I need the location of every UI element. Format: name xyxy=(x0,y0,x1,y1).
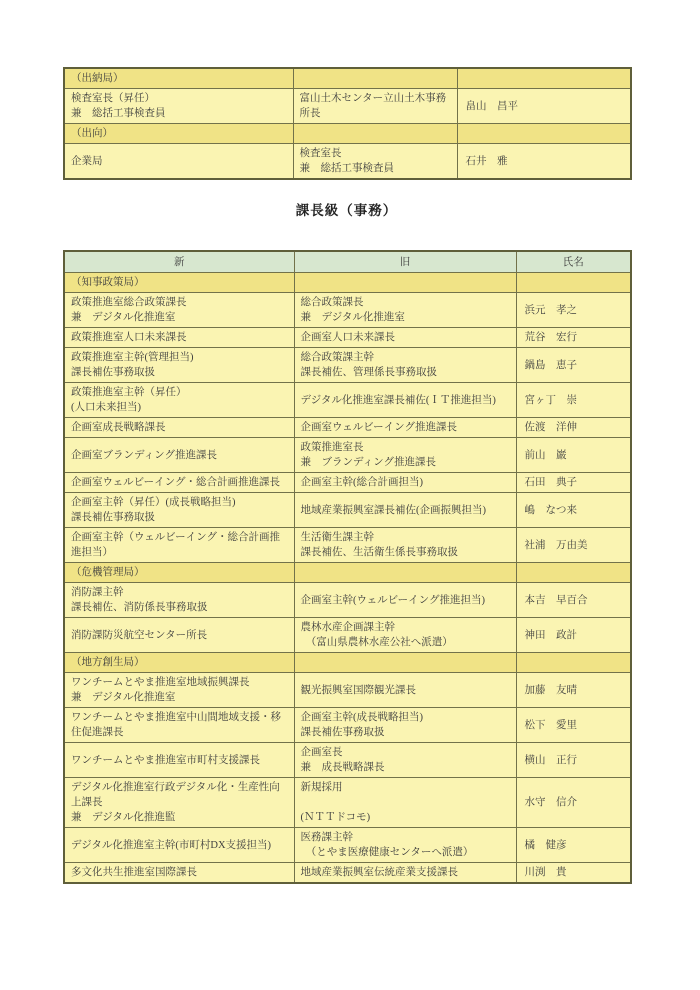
cell-line: 消防課防災航空センター所長 xyxy=(71,629,208,641)
cell-line: 兼 デジタル化推進室 xyxy=(71,692,176,703)
table-row xyxy=(64,348,631,383)
page-title: 課長級（事務） xyxy=(295,203,398,218)
cell-line: 兼 ブランディング推進課長 xyxy=(300,457,436,468)
cell-line: 兼 デジタル化推進監 xyxy=(71,812,176,823)
section-empty-cell xyxy=(516,563,631,583)
cell-person-name: 社浦 万由美 xyxy=(516,528,631,563)
cell-line: 農林水産企画課主幹 xyxy=(300,622,395,633)
table-row xyxy=(64,89,631,124)
table-row xyxy=(64,293,631,328)
cell-person-name: 石田 典子 xyxy=(516,473,631,493)
table-row xyxy=(64,828,631,863)
column-header-name: 氏名 xyxy=(516,251,631,273)
cell-line: 多文化共生推進室国際課長 xyxy=(71,867,197,878)
cell-new-post xyxy=(64,708,294,743)
cell-line: 課長補佐、消防係長事務取扱 xyxy=(71,602,208,613)
cell-line: 地域産業振興室伝統産業支援課長 xyxy=(300,867,458,878)
cell-new-post xyxy=(64,743,294,778)
top-table-body xyxy=(64,68,631,179)
cell-person-name: 神田 政計 xyxy=(516,618,631,653)
cell-person-name: 本吉 早百合 xyxy=(516,583,631,618)
section-empty-cell xyxy=(294,273,516,293)
section-empty-cell xyxy=(293,124,457,144)
cell-person-name: 嶋 なつ来 xyxy=(516,493,631,528)
cell-line: 兼 デジタル化推進室 xyxy=(300,312,405,323)
cell-new-post xyxy=(64,863,294,884)
cell-line: 政策推進室総合政策課長 xyxy=(71,297,187,308)
kacho-level-table xyxy=(63,250,632,884)
kacho-table-body xyxy=(64,273,631,884)
cell-line: ワンチームとやま推進室市町村支援課長 xyxy=(71,754,260,766)
cell-line: 政策推進室主幹(管理担当) xyxy=(71,352,194,363)
cell-line: 企画室主幹（昇任）(成長戦略担当) xyxy=(71,497,236,508)
table-row xyxy=(64,673,631,708)
cell-old-post xyxy=(294,418,516,438)
cell-person-name: 加藤 友晴 xyxy=(516,673,631,708)
cell-line: 政策推進室主幹（昇任） xyxy=(71,387,187,398)
section-row xyxy=(64,273,631,293)
cell-old-post xyxy=(294,348,516,383)
column-header-new: 新 xyxy=(64,251,294,273)
cell-line: 検査室長 xyxy=(299,148,342,159)
header-row xyxy=(64,251,631,273)
cell-person-name: 水守 信介 xyxy=(516,778,631,828)
cell-line: （とやま医療健康センターへ派遣） xyxy=(300,847,474,858)
cell-new-post xyxy=(64,328,294,348)
cell-person-name: 石井 雅 xyxy=(457,144,631,180)
cell-person-name: 荒谷 宏行 xyxy=(516,328,631,348)
cell-line: 課長補佐、生活衛生係長事務取扱 xyxy=(300,547,458,558)
cell-line: 兼 デジタル化推進室 xyxy=(71,312,176,323)
cell-old-post xyxy=(294,863,516,884)
cell-person-name: 横山 正行 xyxy=(516,743,631,778)
column-header-old: 旧 xyxy=(294,251,516,273)
cell-new-post xyxy=(64,583,294,618)
cell-person-name: 松下 愛里 xyxy=(516,708,631,743)
cell-new-post xyxy=(64,493,294,528)
cell-old-post xyxy=(294,708,516,743)
cell-line: 課長補佐事務取扱 xyxy=(300,727,385,738)
cell-old-post xyxy=(294,828,516,863)
cell-line: 検査室長（昇任） xyxy=(71,93,155,104)
cell-line: 生活衛生課主幹 xyxy=(300,532,374,543)
cell-person-name: 川渕 貴 xyxy=(516,863,631,884)
cell-new-post xyxy=(64,438,294,473)
cell-line: 企画室長 xyxy=(300,747,343,758)
cell-line: 企画室成長戦略課長 xyxy=(71,422,166,433)
table-row xyxy=(64,328,631,348)
cell-old-post xyxy=(294,383,516,418)
cell-old-post xyxy=(294,583,516,618)
section-label-cell: （危機管理局） xyxy=(64,563,294,583)
cell-person-name: 畠山 昌平 xyxy=(457,89,631,124)
table-row xyxy=(64,144,631,180)
section-label-cell: （地方創生局） xyxy=(64,653,294,673)
cell-person-name: 浜元 孝之 xyxy=(516,293,631,328)
table-row xyxy=(64,383,631,418)
cell-new-post xyxy=(64,348,294,383)
cell-line: 企画室人口未来課長 xyxy=(300,332,395,343)
cell-line: デジタル化推進室行政デジタル化・生産性向上課長 xyxy=(71,782,280,808)
table-row xyxy=(64,778,631,828)
cell-line xyxy=(301,795,510,810)
cell-line: 企画室ウェルビーイング・総合計画推進課長 xyxy=(71,477,280,488)
section-empty-cell xyxy=(457,68,631,89)
table-row xyxy=(64,583,631,618)
cell-new-post xyxy=(64,418,294,438)
section-label-cell: （出納局） xyxy=(64,68,293,89)
cell-line: デジタル化推進室主幹(市町村DX支援担当) xyxy=(71,839,272,851)
cell-old-post xyxy=(294,493,516,528)
table-row xyxy=(64,493,631,528)
cell-line: 企画室ブランディング推進課長 xyxy=(71,449,217,461)
section-row xyxy=(64,563,631,583)
cell-line: 消防課主幹 xyxy=(71,587,124,598)
section-label-cell: （知事政策局） xyxy=(64,273,294,293)
section-empty-cell xyxy=(516,273,631,293)
cell-line: 課長補佐事務取扱 xyxy=(71,512,155,523)
cell-line: 総合政策課長 xyxy=(300,297,364,308)
cell-line: ワンチームとやま推進室地域振興課長 xyxy=(71,677,250,688)
section-empty-cell xyxy=(457,124,631,144)
cell-line: 企画室主幹(ウェルビーイング推進担当) xyxy=(300,594,485,606)
cell-line: 観光振興室国際観光課長 xyxy=(300,684,416,696)
cell-line: （富山県農林水産公社へ派遣） xyxy=(300,637,453,648)
cell-line: 兼 総括工事検査員 xyxy=(299,163,394,174)
cell-line: 総合政策課主幹 xyxy=(300,352,374,363)
cell-line: 兼 成長戦略課長 xyxy=(300,762,385,773)
cell-old-post xyxy=(294,528,516,563)
cell-line: デジタル化推進室課長補佐(ＩＴ推進担当) xyxy=(300,394,496,406)
section-empty-cell xyxy=(293,68,457,89)
cell-old-post xyxy=(294,743,516,778)
cell-old-post xyxy=(294,328,516,348)
cell-line: 兼 総括工事検査員 xyxy=(71,108,166,119)
top-table-fragment xyxy=(63,67,632,180)
section-empty-cell xyxy=(294,653,516,673)
cell-old-post xyxy=(294,778,516,828)
cell-person-name: 前山 巌 xyxy=(516,438,631,473)
cell-new-post xyxy=(64,828,294,863)
table-row xyxy=(64,708,631,743)
kacho-table-header xyxy=(64,251,631,273)
cell-new-post xyxy=(64,383,294,418)
cell-line: 政策推進室人口未来課長 xyxy=(71,332,187,343)
cell-line: 政策推進室長 xyxy=(300,442,364,453)
cell-line: 医務課主幹 xyxy=(300,832,353,843)
section-empty-cell xyxy=(294,563,516,583)
cell-line: 企画室主幹（ウェルビーイング・総合計画推進担当） xyxy=(71,532,280,558)
cell-person-name: 宮ヶ丁 崇 xyxy=(516,383,631,418)
cell-line: 新規採用 xyxy=(300,782,343,793)
cell-person-name: 橘 健彦 xyxy=(516,828,631,863)
cell-old-post xyxy=(294,473,516,493)
cell-line: ワンチームとやま推進室中山間地域支援・移住促進課長 xyxy=(71,712,281,738)
section-row xyxy=(64,653,631,673)
cell-line: 富山土木センター立山土木事務所長 xyxy=(299,93,447,119)
cell-line: 企画室主幹(成長戦略担当) xyxy=(300,712,423,723)
cell-new-post xyxy=(64,89,293,124)
table-row xyxy=(64,473,631,493)
cell-new-post xyxy=(64,528,294,563)
cell-old-post xyxy=(294,293,516,328)
cell-old-post xyxy=(293,144,457,180)
cell-person-name: 鍋島 恵子 xyxy=(516,348,631,383)
cell-old-post xyxy=(294,438,516,473)
cell-person-name: 佐渡 洋伸 xyxy=(516,418,631,438)
cell-old-post xyxy=(294,673,516,708)
table-row xyxy=(64,438,631,473)
section-row xyxy=(64,68,631,89)
page-content xyxy=(63,67,630,884)
cell-new-post xyxy=(64,618,294,653)
table-row xyxy=(64,418,631,438)
cell-line: 企業局 xyxy=(71,155,103,167)
cell-new-post xyxy=(64,673,294,708)
cell-new-post xyxy=(64,144,293,180)
cell-line: (ＮＴＴドコモ) xyxy=(300,812,371,823)
section-label-cell: （出向） xyxy=(64,124,293,144)
cell-line: 企画室主幹(総合計画担当) xyxy=(300,477,423,488)
cell-line: 課長補佐事務取扱 xyxy=(71,367,155,378)
cell-new-post xyxy=(64,293,294,328)
table-row xyxy=(64,743,631,778)
cell-line: 地域産業振興室課長補佐(企画振興担当) xyxy=(300,504,486,516)
section-empty-cell xyxy=(516,653,631,673)
cell-line: 課長補佐、管理係長事務取扱 xyxy=(300,367,437,378)
cell-old-post xyxy=(294,618,516,653)
table-row xyxy=(64,618,631,653)
cell-new-post xyxy=(64,473,294,493)
table-row xyxy=(64,528,631,563)
cell-line: 企画室ウェルビーイング推進課長 xyxy=(300,422,457,433)
section-row xyxy=(64,124,631,144)
cell-old-post xyxy=(293,89,457,124)
cell-line: (人口未来担当) xyxy=(71,402,141,413)
table-row xyxy=(64,863,631,884)
cell-new-post xyxy=(64,778,294,828)
